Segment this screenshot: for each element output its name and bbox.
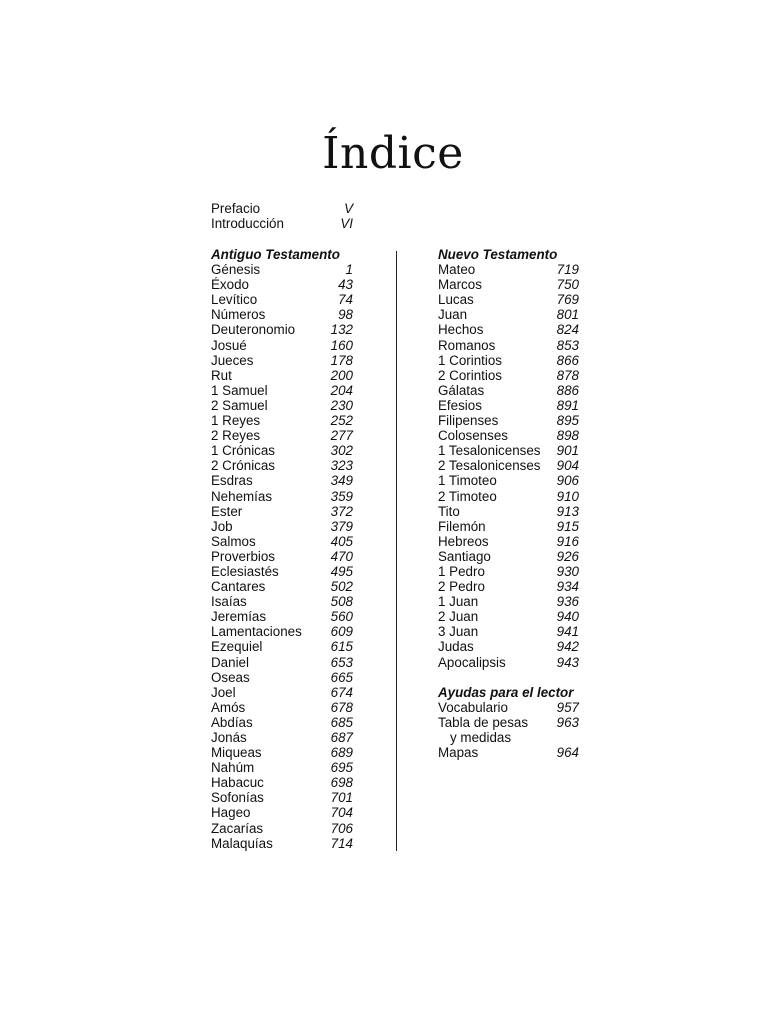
- new-testament-column: [438, 247, 579, 760]
- book-entry: [438, 564, 579, 579]
- entry-title: Esdras: [211, 473, 253, 489]
- book-entry: [438, 655, 579, 670]
- page-number: 934: [556, 579, 579, 595]
- book-entry: [211, 473, 353, 488]
- page-number: 1: [345, 262, 353, 278]
- column-divider: [396, 251, 397, 851]
- page-number: 913: [556, 503, 579, 519]
- page-number: 936: [556, 594, 579, 610]
- entry-title: Amós: [211, 699, 246, 715]
- book-entry: [211, 353, 353, 368]
- book-entry: [211, 715, 353, 730]
- page-number: 379: [330, 518, 353, 534]
- book-entry: [211, 262, 353, 277]
- page-number: 43: [338, 277, 353, 293]
- page-number: 470: [330, 548, 353, 564]
- page-number: 706: [330, 820, 353, 836]
- entry-title: 2 Reyes: [211, 428, 261, 444]
- book-entry: [211, 322, 353, 337]
- page-number: 943: [556, 654, 579, 670]
- book-entry: [211, 292, 353, 307]
- page-number: 698: [330, 775, 353, 791]
- entry-title: Génesis: [211, 262, 261, 278]
- entry-title: Ezequiel: [211, 639, 263, 655]
- book-entry: [211, 639, 353, 654]
- book-entry: [211, 368, 353, 383]
- page-number: 915: [556, 518, 579, 534]
- page-number: 964: [556, 745, 579, 761]
- entry-title: Habacuc: [211, 775, 264, 791]
- entry-title: Joel: [211, 684, 236, 700]
- book-entry: [211, 836, 353, 851]
- book-entry: [211, 745, 353, 760]
- preface-entry: [211, 201, 353, 216]
- book-entry: [438, 473, 579, 488]
- book-entry: [211, 821, 353, 836]
- book-entry: [211, 670, 353, 685]
- entry-title: Tito: [438, 503, 460, 519]
- page-number: 801: [556, 307, 579, 323]
- book-entry: [211, 730, 353, 745]
- book-entry: [438, 519, 579, 534]
- page-number: 685: [330, 714, 353, 730]
- book-entry: [438, 549, 579, 564]
- book-entry: [211, 564, 353, 579]
- book-entry: [211, 775, 353, 790]
- entry-title: Isaías: [211, 594, 247, 610]
- new-testament-heading: Nuevo Testamento: [438, 247, 558, 262]
- entry-title: Gálatas: [438, 382, 485, 398]
- entry-title: Hebreos: [438, 533, 489, 549]
- page-number: 98: [338, 307, 353, 323]
- entry-title: 3 Juan: [438, 624, 479, 640]
- book-entry: [211, 549, 353, 564]
- book-entry: [211, 760, 353, 775]
- book-entry: [211, 519, 353, 534]
- entry-title: Judas: [438, 639, 474, 655]
- page-number: 678: [330, 699, 353, 715]
- entry-title: 2 Corintios: [438, 367, 503, 383]
- entry-title: 1 Corintios: [438, 352, 503, 368]
- book-entry: [438, 277, 579, 292]
- book-entry: [211, 534, 353, 549]
- book-entry: [438, 609, 579, 624]
- page-number: 508: [330, 594, 353, 610]
- page-number: 349: [330, 473, 353, 489]
- entry-title: 1 Pedro: [438, 563, 485, 579]
- book-entry: [211, 609, 353, 624]
- page-number: 302: [330, 443, 353, 459]
- book-entry: [211, 458, 353, 473]
- page-number: 891: [556, 397, 579, 413]
- entry-title: Filipenses: [438, 413, 499, 429]
- old-testament-column: [211, 247, 353, 851]
- entry-title: Rut: [211, 367, 232, 383]
- section-gap: [438, 670, 579, 685]
- entry-title: 2 Tesalonicenses: [438, 458, 541, 474]
- page-number: 252: [330, 413, 353, 429]
- book-entry: [211, 338, 353, 353]
- page-number: 560: [330, 609, 353, 625]
- book-entry: [438, 413, 579, 428]
- page-number: 704: [330, 805, 353, 821]
- page-number: 930: [556, 563, 579, 579]
- entry-title: Filemón: [438, 518, 486, 534]
- book-entry: [438, 534, 579, 549]
- book-entry: [438, 383, 579, 398]
- entry-title: 2 Juan: [438, 609, 479, 625]
- book-entry: [438, 398, 579, 413]
- new-testament-list: [438, 262, 579, 670]
- book-entry: [211, 655, 353, 670]
- page-number: 277: [330, 428, 353, 444]
- page-number: 886: [556, 382, 579, 398]
- page-title: Índice: [322, 128, 464, 179]
- page-number: 687: [330, 730, 353, 745]
- page-number: 359: [330, 488, 353, 504]
- entry-title: Juan: [438, 307, 468, 323]
- page-number: 904: [556, 458, 579, 474]
- entry-title: 1 Crónicas: [211, 443, 276, 459]
- book-entry: [438, 504, 579, 519]
- entry-title: Mateo: [438, 262, 476, 278]
- preface-entry: [211, 216, 353, 231]
- entry-title: Oseas: [211, 669, 250, 685]
- entry-title: Tabla de pesas: [438, 714, 529, 730]
- page-number: V: [344, 201, 353, 216]
- book-entry: [211, 277, 353, 292]
- page-number: 689: [330, 745, 353, 761]
- entry-title: Abdías: [211, 714, 253, 730]
- page-number: 502: [330, 579, 353, 595]
- page-number: 957: [556, 699, 579, 715]
- reader-aid-entry: [438, 715, 579, 730]
- entry-title: Eclesiastés: [211, 563, 279, 579]
- entry-title: Introducción: [211, 216, 284, 232]
- entry-title: Hechos: [438, 322, 484, 338]
- entry-title: 1 Tesalonicenses: [438, 443, 541, 459]
- entry-title: Deuteronomio: [211, 322, 296, 338]
- page-number: 916: [556, 533, 579, 549]
- entry-title: Miqueas: [211, 745, 262, 761]
- page-number: 769: [556, 292, 579, 308]
- page-number: 906: [556, 473, 579, 489]
- page-number: 230: [330, 397, 353, 413]
- page-number: 895: [556, 413, 579, 429]
- reader-aids-heading: Ayudas para el lector: [438, 684, 574, 700]
- page-number: 910: [556, 488, 579, 504]
- entry-title: Salmos: [211, 533, 256, 549]
- reader-aid-entry: [438, 700, 579, 715]
- entry-title: Efesios: [438, 397, 482, 413]
- entry-title: Éxodo: [211, 277, 249, 293]
- entry-title: Jonás: [211, 730, 247, 745]
- page-number: 200: [330, 367, 353, 383]
- book-entry: [438, 338, 579, 353]
- page-number: 405: [330, 533, 353, 549]
- book-entry: [211, 594, 353, 609]
- book-entry: [211, 489, 353, 504]
- page-number: 898: [556, 428, 579, 444]
- page-number: 178: [330, 352, 353, 368]
- book-entry: [438, 353, 579, 368]
- entry-title: Proverbios: [211, 548, 276, 564]
- book-entry: [438, 489, 579, 504]
- book-entry: [211, 307, 353, 322]
- book-entry: [211, 579, 353, 594]
- entry-title: Jeremías: [211, 609, 267, 625]
- page-number: VI: [340, 216, 353, 232]
- page-number: 901: [556, 443, 579, 459]
- page-number: 878: [556, 367, 579, 383]
- old-testament-list: [211, 262, 353, 851]
- entry-title: Cantares: [211, 579, 266, 595]
- page-number: 674: [330, 684, 353, 700]
- book-entry: [211, 383, 353, 398]
- book-entry: [211, 443, 353, 458]
- entry-title: Nahúm: [211, 760, 255, 776]
- entry-title: Levítico: [211, 292, 258, 308]
- entry-title: Colosenses: [438, 428, 508, 444]
- entry-title: Santiago: [438, 548, 491, 564]
- entry-title: Job: [211, 518, 233, 534]
- page-number: 824: [556, 322, 579, 338]
- page-number: 750: [556, 277, 579, 293]
- reader-aids-list: [438, 700, 579, 760]
- book-entry: [211, 790, 353, 805]
- book-entry: [211, 700, 353, 715]
- entry-title-continuation: y medidas: [450, 730, 512, 745]
- book-entry: [438, 639, 579, 654]
- book-entry: [211, 428, 353, 443]
- entry-title: Marcos: [438, 277, 482, 293]
- entry-title: 1 Juan: [438, 594, 479, 610]
- book-entry: [438, 307, 579, 322]
- book-entry: [438, 624, 579, 639]
- entry-title: Hageo: [211, 805, 251, 821]
- book-entry: [438, 262, 579, 277]
- page-number: 74: [338, 292, 353, 308]
- entry-title: Zacarías: [211, 820, 264, 836]
- book-entry: [438, 594, 579, 609]
- page-number: 495: [330, 563, 353, 579]
- page-number: 942: [556, 639, 579, 655]
- page-number: 941: [556, 624, 579, 640]
- page-number: 853: [556, 337, 579, 353]
- page-number: 615: [330, 639, 353, 655]
- page-number: 160: [330, 337, 353, 353]
- page-number: 653: [330, 654, 353, 670]
- entry-title: 1 Reyes: [211, 413, 261, 429]
- page-number: 323: [330, 458, 353, 474]
- book-entry: [438, 428, 579, 443]
- book-entry: [438, 458, 579, 473]
- book-entry: [211, 413, 353, 428]
- reader-aid-entry: [438, 745, 579, 760]
- entry-title: 2 Crónicas: [211, 458, 276, 474]
- page-number: 695: [330, 760, 353, 776]
- book-entry: [438, 443, 579, 458]
- entry-title: Apocalipsis: [438, 654, 506, 670]
- entry-title: Malaquías: [211, 835, 273, 851]
- book-entry: [211, 624, 353, 639]
- page-number: 866: [556, 352, 579, 368]
- entry-title: Ester: [211, 503, 243, 519]
- book-entry: [211, 398, 353, 413]
- entry-title: Nehemías: [211, 488, 273, 504]
- entry-title: Lucas: [438, 292, 474, 308]
- book-entry: [438, 368, 579, 383]
- entry-title: Números: [211, 307, 266, 323]
- entry-title: 2 Timoteo: [438, 488, 497, 504]
- entry-title: 1 Samuel: [211, 382, 268, 398]
- page-number: 204: [330, 382, 353, 398]
- page-number: 714: [330, 835, 353, 851]
- page-number: 132: [330, 322, 353, 338]
- entry-title: Romanos: [438, 337, 496, 353]
- page-number: 963: [556, 714, 579, 730]
- page-number: 926: [556, 548, 579, 564]
- book-entry: [438, 292, 579, 307]
- entry-title: 2 Samuel: [211, 397, 268, 413]
- book-entry: [211, 504, 353, 519]
- entry-title: Prefacio: [211, 201, 261, 216]
- page-number: 609: [330, 624, 353, 640]
- page-number: 372: [330, 503, 353, 519]
- entry-title: Vocabulario: [438, 699, 508, 715]
- entry-title: 2 Pedro: [438, 579, 485, 595]
- entry-title: Sofonías: [211, 790, 264, 806]
- page-number: 719: [556, 262, 579, 278]
- book-entry: [211, 805, 353, 820]
- book-entry: [438, 322, 579, 337]
- entry-title: Jueces: [211, 352, 254, 368]
- book-entry: [438, 579, 579, 594]
- entry-title: 1 Timoteo: [438, 473, 497, 489]
- entry-title: Lamentaciones: [211, 624, 302, 640]
- page-number: 940: [556, 609, 579, 625]
- entry-title: Josué: [211, 337, 247, 353]
- book-entry: [211, 685, 353, 700]
- old-testament-heading: Antiguo Testamento: [211, 247, 340, 262]
- entry-title: Daniel: [211, 654, 249, 670]
- entry-title: Mapas: [438, 745, 479, 761]
- preface-list: [211, 201, 353, 231]
- page-number: 701: [330, 790, 353, 806]
- page-number: 665: [330, 669, 353, 685]
